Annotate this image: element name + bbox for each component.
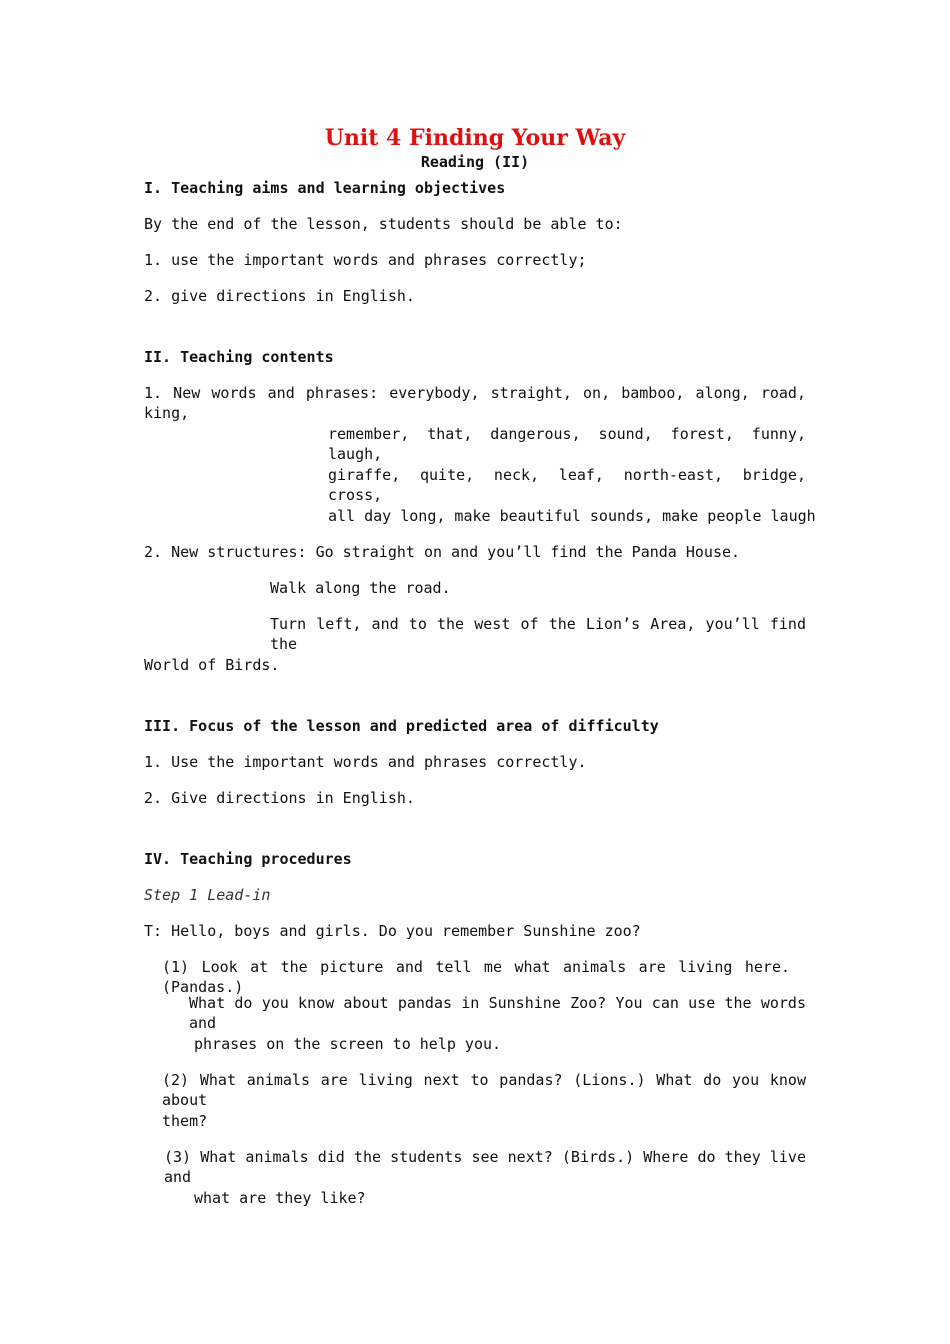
question-1-line: (1) Look at the picture and tell me what animals are living here. (Pandas.) bbox=[162, 958, 790, 996]
words-line: 1. New words and phrases: everybody, straight, on, bamboo, along, road, king, bbox=[144, 384, 806, 422]
words-line: all day long, make beautiful sounds, make people laugh bbox=[328, 507, 816, 525]
question-2-line: them? bbox=[162, 1112, 208, 1130]
section-3-item: 2. Give directions in English. bbox=[144, 789, 415, 807]
question-1-line: phrases on the screen to help you. bbox=[194, 1035, 502, 1053]
section-1-item: 1. use the important words and phrases correctly; bbox=[144, 251, 587, 269]
section-3-heading: III. Focus of the lesson and predicted area of difficulty bbox=[144, 717, 659, 735]
question-2-line: (2) What animals are living next to pandas? (Lions.) What do you know about bbox=[162, 1071, 806, 1109]
section-2-heading: II. Teaching contents bbox=[144, 348, 334, 366]
question-3-line: (3) What animals did the students see next? (Birds.) Where do they live and bbox=[164, 1148, 806, 1186]
structures-line: World of Birds. bbox=[144, 656, 280, 674]
section-1-intro: By the end of the lesson, students should be able to: bbox=[144, 215, 623, 233]
section-1-item: 2. give directions in English. bbox=[144, 287, 415, 305]
section-4-heading: IV. Teaching procedures bbox=[144, 850, 352, 868]
words-line: giraffe, quite, neck, leaf, north-east, bridge, cross, bbox=[328, 466, 806, 504]
step-label: Step 1 Lead-in bbox=[144, 886, 271, 904]
section-3-item: 1. Use the important words and phrases correctly. bbox=[144, 753, 587, 771]
words-line: remember, that, dangerous, sound, forest, funny, laugh, bbox=[328, 425, 806, 463]
document-title: Unit 4 Finding Your Way bbox=[324, 125, 626, 151]
question-3-line: what are they like? bbox=[194, 1189, 366, 1207]
section-1-heading: I. Teaching aims and learning objectives bbox=[144, 179, 506, 197]
question-1-line: What do you know about pandas in Sunshine Zoo? You can use the words and bbox=[189, 994, 806, 1032]
structures-line: 2. New structures: Go straight on and you’ll find the Panda House. bbox=[144, 543, 741, 561]
document-subtitle: Reading (II) bbox=[420, 153, 530, 171]
structures-line: Turn left, and to the west of the Lion’s Area, you’ll find the bbox=[270, 615, 806, 653]
teacher-line: T: Hello, boys and girls. Do you remember Sunshine zoo? bbox=[144, 922, 641, 940]
structures-line: Walk along the road. bbox=[270, 579, 451, 597]
